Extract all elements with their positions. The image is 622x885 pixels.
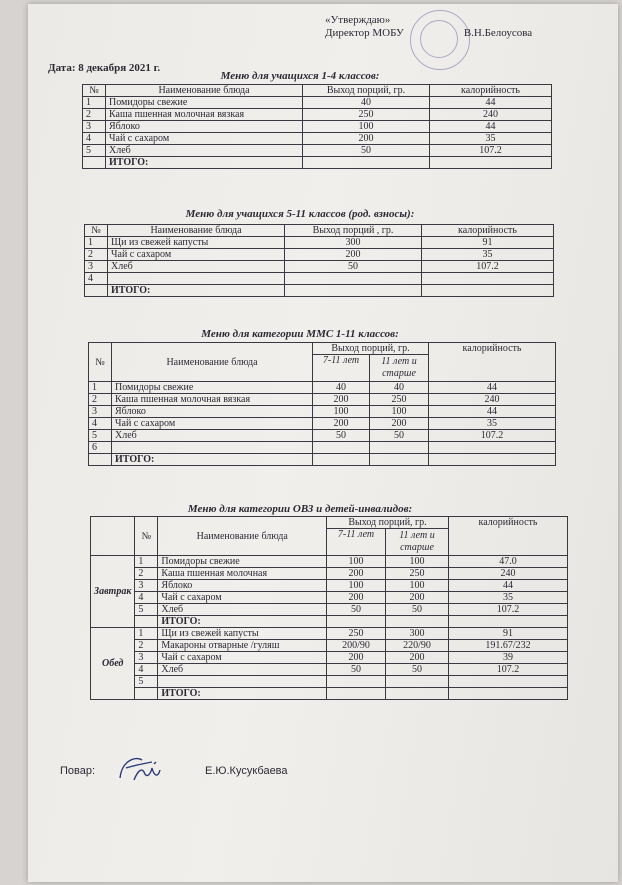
table-row: [91, 604, 568, 616]
cell-portion-2: 35: [422, 249, 554, 261]
cell-calories: 191.67/232: [449, 640, 568, 652]
menu4-title: Меню для категории ОВЗ и детей-инвалидов:: [187, 503, 413, 515]
total-row: [85, 285, 554, 297]
cell-number: 2: [135, 568, 158, 580]
cell-dish: Чай с сахаром: [106, 133, 303, 145]
cell-portion-2: 250: [370, 394, 429, 406]
table-row: [83, 97, 552, 109]
menu4-table: [90, 516, 568, 700]
approval-block: [325, 14, 532, 40]
cell-dish: [112, 442, 313, 454]
cell-portion: 200: [285, 249, 422, 261]
cell-empty: [327, 688, 386, 700]
cell-portion: 200: [327, 592, 386, 604]
cell-portion: 100: [303, 121, 430, 133]
cell-portion-2: 100: [386, 556, 449, 568]
cell-portion-2: 100: [386, 580, 449, 592]
cell-portion-2: 100: [370, 406, 429, 418]
table-row: [91, 652, 568, 664]
cell-portion: 100: [327, 580, 386, 592]
table-row: [91, 556, 568, 568]
cell-portion: 200: [327, 568, 386, 580]
cell-calories: 240: [429, 394, 556, 406]
cell-number: 2: [85, 249, 108, 261]
cell-portion-2: 200: [386, 592, 449, 604]
cell-dish: Помидоры свежие: [112, 382, 313, 394]
cell-dish: Чай с сахаром: [158, 652, 327, 664]
cell-portion: 300: [285, 237, 422, 249]
total-row: [83, 157, 552, 169]
cell-calories: 107.2: [449, 664, 568, 676]
cell-number: 1: [135, 628, 158, 640]
cell-portion: 200: [327, 652, 386, 664]
table-row: [89, 406, 556, 418]
cell-calories: 107.2: [449, 604, 568, 616]
cell-number: 3: [89, 406, 112, 418]
cell-portion: 50: [313, 430, 370, 442]
cell-calories: 39: [449, 652, 568, 664]
cell-dish: Чай с сахаром: [112, 418, 313, 430]
cell-calories: 240: [449, 568, 568, 580]
cell-dish: Макароны отварные /гуляш: [158, 640, 327, 652]
table-row: [89, 394, 556, 406]
cell-empty: [429, 454, 556, 466]
cell-portion: 200/90: [327, 640, 386, 652]
cell-empty: [422, 285, 554, 297]
col-portion: Выход порций , гр.: [285, 225, 422, 237]
cell-portion: 200: [313, 394, 370, 406]
cell-portion-2: 200: [386, 652, 449, 664]
col-calories: калорийность: [430, 85, 552, 97]
cell-calories: [449, 676, 568, 688]
cell-dish: Хлеб: [158, 604, 327, 616]
cell-number: 3: [135, 580, 158, 592]
table-row: [89, 382, 556, 394]
total-label: ИТОГО:: [158, 688, 327, 700]
table-row: [83, 145, 552, 157]
cell-dish: Яблоко: [106, 121, 303, 133]
cell-dish: Чай с сахаром: [108, 249, 285, 261]
cell-portion-2: 250: [386, 568, 449, 580]
table-row: [89, 430, 556, 442]
table-row: [83, 109, 552, 121]
cell-portion-2: 200: [370, 418, 429, 430]
cell-number: 3: [85, 261, 108, 273]
cell-portion: 250: [327, 628, 386, 640]
cell-portion-2: [370, 442, 429, 454]
table-row: [91, 580, 568, 592]
cell-number: 1: [83, 97, 106, 109]
total-row: [91, 616, 568, 628]
cell-dish: [108, 273, 285, 285]
cell-empty: [386, 688, 449, 700]
director-title: Директор МОБУ: [325, 27, 404, 39]
cell-calories: 35: [429, 418, 556, 430]
cell-calories: 44: [429, 406, 556, 418]
total-row: [91, 688, 568, 700]
table-row: [91, 640, 568, 652]
cell-portion-2: 50: [370, 430, 429, 442]
col-calories: калорийность: [449, 517, 568, 556]
table-row: [83, 121, 552, 133]
cell-calories: 107.2: [429, 430, 556, 442]
cell-number: 5: [89, 430, 112, 442]
col-calories: калорийность: [422, 225, 554, 237]
table-row: [85, 249, 554, 261]
cell-empty: [285, 285, 422, 297]
cell-portion: 50: [285, 261, 422, 273]
cell-calories: 91: [449, 628, 568, 640]
cell-number: 5: [83, 145, 106, 157]
cell-number: 5: [135, 676, 158, 688]
cell-number: 4: [135, 664, 158, 676]
cell-calories: 44: [449, 580, 568, 592]
cell-number: 1: [89, 382, 112, 394]
table-row: [83, 133, 552, 145]
col-age-7-11: 7-11 лет: [327, 529, 386, 556]
cell-portion-2: 44: [430, 121, 552, 133]
cell-dish: Каша пшенная молочная: [158, 568, 327, 580]
total-label: ИТОГО:: [112, 454, 313, 466]
cell-number: 1: [135, 556, 158, 568]
cell-portion-2: 50: [386, 604, 449, 616]
cell-portion-2: 50: [386, 664, 449, 676]
meal-label: Обед: [91, 628, 135, 700]
cell-portion-2: [422, 273, 554, 285]
cell-number: 5: [135, 604, 158, 616]
col-dish: Наименование блюда: [108, 225, 285, 237]
col-age-11-plus: 11 лет и старше: [370, 355, 429, 382]
table-row: [91, 568, 568, 580]
table-row: [91, 676, 568, 688]
cell-portion: 100: [327, 556, 386, 568]
cell-portion-2: 300: [386, 628, 449, 640]
cell-dish: Хлеб: [112, 430, 313, 442]
cell-portion: 200: [303, 133, 430, 145]
cell-number: [89, 454, 112, 466]
col-calories: калорийность: [429, 343, 556, 382]
cell-portion-2: 44: [430, 97, 552, 109]
cell-empty: [370, 454, 429, 466]
cell-empty: [327, 616, 386, 628]
cell-dish: Щи из свежей капусты: [108, 237, 285, 249]
col-number: №: [85, 225, 108, 237]
menu1-table: [82, 84, 552, 169]
document-date: Дата: 8 декабря 2021 г.: [48, 62, 161, 74]
cell-dish: Яблоко: [158, 580, 327, 592]
cell-number: 2: [83, 109, 106, 121]
table-row: [85, 237, 554, 249]
cell-empty: [313, 454, 370, 466]
cell-dish: Щи из свежей капусты: [158, 628, 327, 640]
col-number: №: [89, 343, 112, 382]
cell-dish: Яблоко: [112, 406, 313, 418]
cell-portion-2: 40: [370, 382, 429, 394]
cell-dish: [158, 676, 327, 688]
approve-text: «Утверждаю»: [325, 14, 391, 26]
table-row: [89, 418, 556, 430]
cell-dish: Хлеб: [108, 261, 285, 273]
cell-calories: 44: [429, 382, 556, 394]
menu2-title: Меню для учащихся 5-11 классов (род. взносы):: [185, 208, 415, 220]
cell-number: 1: [85, 237, 108, 249]
col-age-7-11: 7-11 лет: [313, 355, 370, 382]
cell-portion: [313, 442, 370, 454]
cell-portion-2: [386, 676, 449, 688]
cell-portion: 40: [313, 382, 370, 394]
cell-empty: [303, 157, 430, 169]
cell-portion: 50: [303, 145, 430, 157]
cell-portion-2: 107.2: [430, 145, 552, 157]
cell-number: [85, 285, 108, 297]
col-number: №: [135, 517, 158, 556]
cell-number: 4: [135, 592, 158, 604]
table-row: [85, 273, 554, 285]
cell-empty: [386, 616, 449, 628]
cell-number: [135, 688, 158, 700]
cell-empty: [449, 616, 568, 628]
cell-calories: 35: [449, 592, 568, 604]
director-name: В.Н.Белоусова: [463, 27, 533, 39]
total-row: [89, 454, 556, 466]
cook-signature-icon: [112, 752, 172, 786]
table-row: [89, 442, 556, 454]
cell-number: 4: [83, 133, 106, 145]
col-meal: [91, 517, 135, 556]
col-dish: Наименование блюда: [158, 517, 327, 556]
cell-number: 2: [89, 394, 112, 406]
cell-dish: Хлеб: [158, 664, 327, 676]
col-number: №: [83, 85, 106, 97]
col-portion: Выход порций, гр.: [303, 85, 430, 97]
col-dish: Наименование блюда: [112, 343, 313, 382]
cell-portion-2: 35: [430, 133, 552, 145]
table-row: [91, 664, 568, 676]
total-label: ИТОГО:: [106, 157, 303, 169]
cell-portion-2: 107.2: [422, 261, 554, 273]
cell-portion: [327, 676, 386, 688]
cell-empty: [430, 157, 552, 169]
cell-number: 4: [89, 418, 112, 430]
cell-portion-2: 91: [422, 237, 554, 249]
col-portion: Выход порций, гр.: [313, 343, 429, 355]
cell-portion: 100: [313, 406, 370, 418]
cell-number: 3: [83, 121, 106, 133]
cook-name: Е.Ю.Кусукбаева: [205, 765, 288, 777]
cell-portion-2: 240: [430, 109, 552, 121]
cell-dish: Хлеб: [106, 145, 303, 157]
cell-portion: 50: [327, 664, 386, 676]
cell-portion: [285, 273, 422, 285]
cell-portion: 200: [313, 418, 370, 430]
cell-dish: Каша пшенная молочная вязкая: [106, 109, 303, 121]
cell-empty: [449, 688, 568, 700]
cell-calories: 47.0: [449, 556, 568, 568]
table-row: [85, 261, 554, 273]
col-portion: Выход порций, гр.: [327, 517, 449, 529]
cell-number: 3: [135, 652, 158, 664]
menu2-table: [84, 224, 554, 297]
cell-number: 6: [89, 442, 112, 454]
cell-portion: 250: [303, 109, 430, 121]
table-row: [91, 592, 568, 604]
col-dish: Наименование блюда: [106, 85, 303, 97]
menu3-title: Меню для категории ММС 1-11 классов:: [201, 328, 399, 340]
cell-portion: 50: [327, 604, 386, 616]
cook-label: Повар:: [60, 765, 96, 777]
cell-number: [135, 616, 158, 628]
cell-number: 2: [135, 640, 158, 652]
total-label: ИТОГО:: [108, 285, 285, 297]
table-row: [91, 628, 568, 640]
meal-label: Завтрак: [91, 556, 135, 628]
cell-dish: Чай с сахаром: [158, 592, 327, 604]
cell-dish: Помидоры свежие: [158, 556, 327, 568]
cell-calories: [429, 442, 556, 454]
total-label: ИТОГО:: [158, 616, 327, 628]
menu1-title: Меню для учащихся 1-4 классов:: [220, 70, 380, 82]
cell-portion: 40: [303, 97, 430, 109]
cell-number: [83, 157, 106, 169]
cell-dish: Помидоры свежие: [106, 97, 303, 109]
col-age-11-plus: 11 лет и старше: [386, 529, 449, 556]
menu3-table: [88, 342, 556, 466]
cell-portion-2: 220/90: [386, 640, 449, 652]
cell-number: 4: [85, 273, 108, 285]
cell-dish: Каша пшенная молочная вязкая: [112, 394, 313, 406]
